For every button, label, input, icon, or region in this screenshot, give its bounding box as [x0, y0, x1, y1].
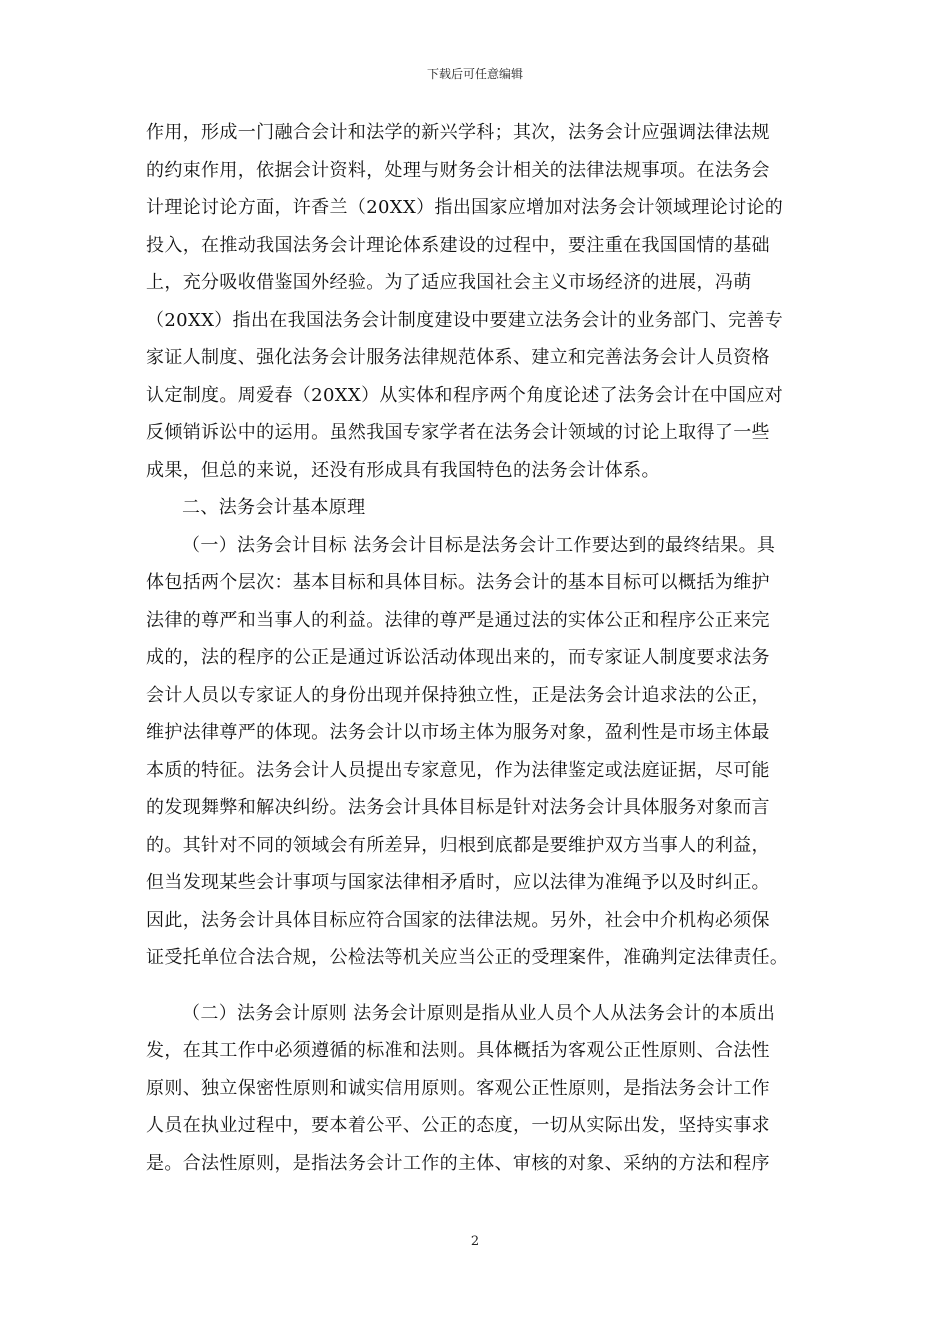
- page-number: 2: [470, 1234, 480, 1249]
- text-line: （一）法务会计目标 法务会计目标是法务会计工作要达到的最终结果。具: [182, 534, 776, 556]
- page-header: 下载后可任意编辑: [426, 67, 523, 81]
- text-line: 成果，但总的来说，还没有形成具有我国特色的法务会计体系。: [146, 459, 660, 481]
- text-line: 维护法律尊严的体现。法务会计以市场主体为服务对象，盈利性是市场主体最: [146, 722, 770, 743]
- text-line: 的发现舞弊和解决纠纷。法务会计具体目标是针对法务会计具体服务对象而言: [146, 797, 770, 818]
- text-line: 家证人制度、强化法务会计服务法律规范体系、建立和完善法务会计人员资格: [146, 347, 770, 368]
- text-line: 证受托单位合法合规，公检法等机关应当公正的受理案件，准确判定法律责任。: [146, 947, 789, 968]
- text-line: 认定制度。周爱春（20XX）从实体和程序两个角度论述了法务会计在中国应对: [146, 384, 784, 406]
- text-line: 会计人员以专家证人的身份出现并保持独立性，正是法务会计追求法的公正，: [146, 684, 770, 706]
- text-line: 的。其针对不同的领域会有所差异，归根到底都是要维护双方当事人的利益，: [146, 834, 770, 856]
- text-line: 法律的尊严和当事人的利益。法律的尊严是通过法的实体公正和程序公正来完: [146, 609, 770, 631]
- section-heading: 二、法务会计基本原理: [182, 497, 366, 518]
- text-line: 反倾销诉讼中的运用。虽然我国专家学者在法务会计领域的讨论上取得了一些: [146, 422, 770, 443]
- text-line: 作用，形成一门融合会计和法学的新兴学科；其次，法务会计应强调法律法规: [146, 122, 770, 143]
- text-line: 计理论讨论方面，许香兰（20XX）指出国家应增加对法务会计领域理论讨论的: [146, 197, 784, 218]
- text-line: （二）法务会计原则 法务会计原则是指从业人员个人从法务会计的本质出: [182, 1002, 776, 1024]
- text-line: 成的，法的程序的公正是通过诉讼活动体现出来的，而专家证人制度要求法务: [146, 647, 770, 668]
- text-line: 但当发现某些会计事项与国家法律相矛盾时，应以法律为准绳予以及时纠正。: [146, 872, 770, 893]
- text-line: 发，在其工作中必须遵循的标准和法则。具体概括为客观公正性原则、合法性: [146, 1040, 770, 1061]
- text-line: 是。合法性原则，是指法务会计工作的主体、审核的对象、采纳的方法和程序: [146, 1152, 770, 1174]
- text-line: 原则、独立保密性原则和诚实信用原则。客观公正性原则，是指法务会计工作: [146, 1077, 770, 1099]
- text-line: 人员在执业过程中，要本着公平、公正的态度，一切从实际出发，坚持实事求: [146, 1115, 770, 1136]
- text-line: 体包括两个层次：基本目标和具体目标。法务会计的基本目标可以概括为维护: [146, 572, 770, 593]
- paragraph-gap: [146, 977, 810, 995]
- text-line: 的约束作用，依据会计资料，处理与财务会计相关的法律法规事项。在法务会: [146, 159, 770, 181]
- text-line: 因此，法务会计具体目标应符合国家的法律法规。另外，社会中介机构必须保: [146, 909, 770, 931]
- text-line: （20XX）指出在我国法务会计制度建设中要建立法务会计的业务部门、完善专: [146, 309, 784, 331]
- text-line: 上，充分吸收借鉴国外经验。为了适应我国社会主义市场经济的进展，冯萌: [146, 272, 752, 293]
- text-line: 本质的特征。法务会计人员提出专家意见，作为法律鉴定或法庭证据，尽可能: [146, 759, 770, 781]
- text-line: 投入，在推动我国法务会计理论体系建设的过程中，要注重在我国国情的基础: [146, 234, 770, 256]
- document-body: [146, 114, 810, 1182]
